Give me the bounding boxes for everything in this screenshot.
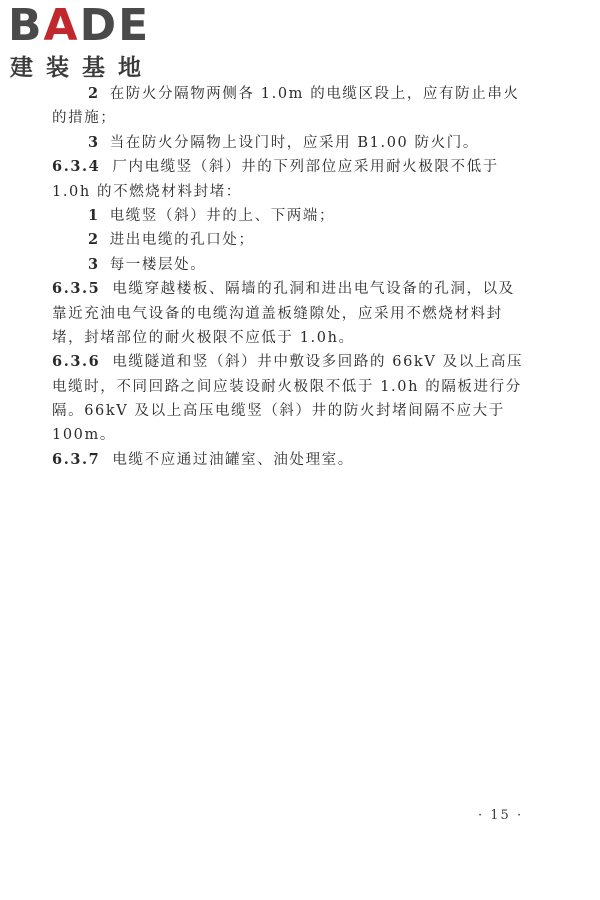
line-text: 堵，封堵部位的耐火极限不应低于 1.0h。 [52,329,355,346]
section-number: 6.3.4 [52,158,101,176]
clause-line [52,399,552,423]
line-text: 电缆穿越楼板、隔墙的孔洞和进出电气设备的孔洞，以及 [112,281,515,298]
clause-line [52,131,552,155]
clause-line [52,106,552,130]
section-number: 6.3.7 [52,450,101,468]
line-text: 靠近充油电气设备的电缆沟道盖板缝隙处，应采用不燃烧材料封 [52,305,503,322]
item-number: 3 [88,255,100,273]
clause-line [52,277,552,301]
clause-line [52,375,552,399]
line-text: 电缆竖（斜）井的上、下两端； [109,207,336,224]
line-text: 电缆隧道和竖（斜）井中敷设多回路的 66kV 及以上高压 [112,354,524,371]
logo-chinese-text: 建装基地 [10,55,154,81]
section-number: 6.3.6 [52,353,101,371]
line-text: 每一楼层处。 [109,256,207,273]
section-number: 6.3.5 [52,280,101,298]
line-text: 进出电缆的孔口处； [109,232,255,249]
clause-line [52,228,552,252]
document-body [52,82,552,472]
item-number: 2 [88,231,100,249]
line-text: 电缆时，不同回路之间应装设耐火极限不低于 1.0h 的隔板进行分 [52,378,522,395]
clause-line [52,155,552,179]
clause-line [52,253,552,277]
line-text: 的措施； [52,110,117,127]
line-text: 在防火分隔物两侧各 1.0m 的电缆区段上，应有防止串火 [109,86,520,102]
line-text: 电缆不应通过油罐室、油处理室。 [112,451,354,468]
clause-line [52,326,552,350]
clause-line [52,423,552,447]
line-text: 1.0h 的不燃烧材料封堵： [52,183,242,200]
logo-letter-b: B [8,0,44,51]
page-number: · 15 · [478,808,524,823]
clause-line [52,350,552,374]
logo-letter-a: A [43,0,80,51]
clause-line [52,448,552,472]
line-text: 100m。 [52,427,116,444]
line-text: 当在防火分隔物上设门时，应采用 B1.00 防火门。 [109,134,479,151]
logo-letters-de: DE [79,0,151,51]
item-number: 1 [88,206,100,224]
clause-line [52,82,552,106]
clause-line [52,180,552,204]
logo-latin-text [8,2,150,50]
item-number: 2 [88,85,100,102]
clause-line [52,302,552,326]
line-text: 隔。66kV 及以上高压电缆竖（斜）井的防火封堵间隔不应大于 [52,403,505,420]
logo [8,2,178,84]
line-text: 厂内电缆竖（斜）井的下列部位应采用耐火极限不低于 [112,159,499,176]
item-number: 3 [88,133,100,151]
clause-line [52,204,552,228]
